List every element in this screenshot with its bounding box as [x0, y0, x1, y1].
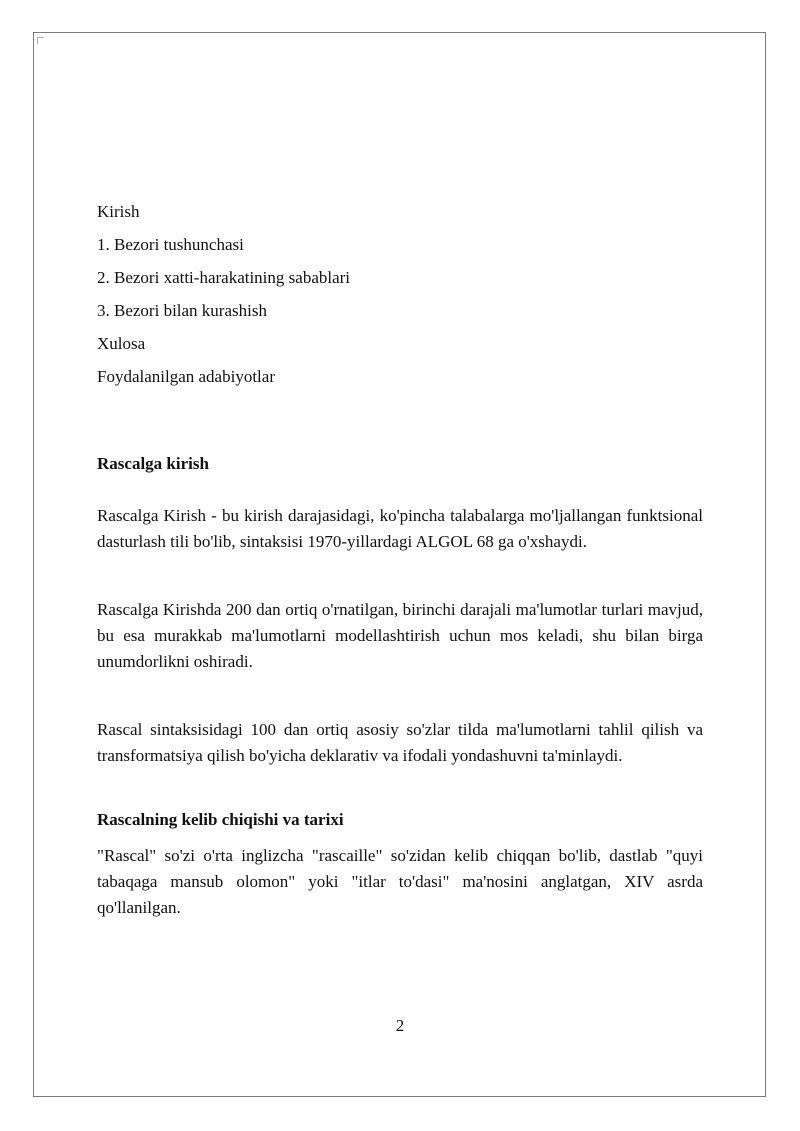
- toc-item-2: 2. Bezori xatti-harakatining sabablari: [97, 268, 351, 287]
- paragraph: Rascalga Kirishda 200 dan ortiq o'rnatilgan, birinchi darajali ma'lumotlar turlari mavjud, bu esa murakkab ma'lumotlarni modellashtirish uchun mos keladi, shu bilan birga unumdorlikni oshiradi.: [97, 600, 703, 671]
- document-body: [97, 199, 703, 921]
- table-of-contents: [97, 199, 703, 390]
- toc-item-xulosa: Xulosa: [97, 334, 146, 353]
- paragraph: Rascalga Kirish - bu kirish darajasidagi, ko'pincha talabalarga mo'ljallangan funktsional dasturlash tili bo'lib, sintaksisi 1970-yillardagi ALGOL 68 ga o'xshaydi.: [97, 506, 703, 551]
- page-number: 2: [395, 1016, 405, 1035]
- paragraph: "Rascal" so'zi o'rta inglizcha "rascaille" so'zidan kelib chiqqan bo'lib, dastlab "quyi tabaqaga mansub olomon" yoki "itlar to'dasi" ma'nosini anglatgan, XIV asrda qo'llanilgan.: [97, 846, 703, 917]
- paragraph: Rascal sintaksisidagi 100 dan ortiq asosiy so'zlar tilda ma'lumotlarni tahlil qilish va transformatsiya qilish bo'yicha deklarativ va ifodali yondashuvni ta'minlaydi.: [97, 720, 703, 765]
- corner-mark: [37, 37, 44, 44]
- toc-item-3: 3. Bezori bilan kurashish: [97, 301, 267, 320]
- toc-item-kirish: Kirish: [97, 202, 140, 221]
- toc-item-adabiyotlar: Foydalanilgan adabiyotlar: [97, 367, 275, 386]
- toc-item-1: 1. Bezori tushunchasi: [97, 235, 244, 254]
- section-heading-rascal-history: Rascalning kelib chiqishi va tarixi: [97, 810, 344, 829]
- section-heading-rascalga-kirish: Rascalga kirish: [97, 454, 209, 473]
